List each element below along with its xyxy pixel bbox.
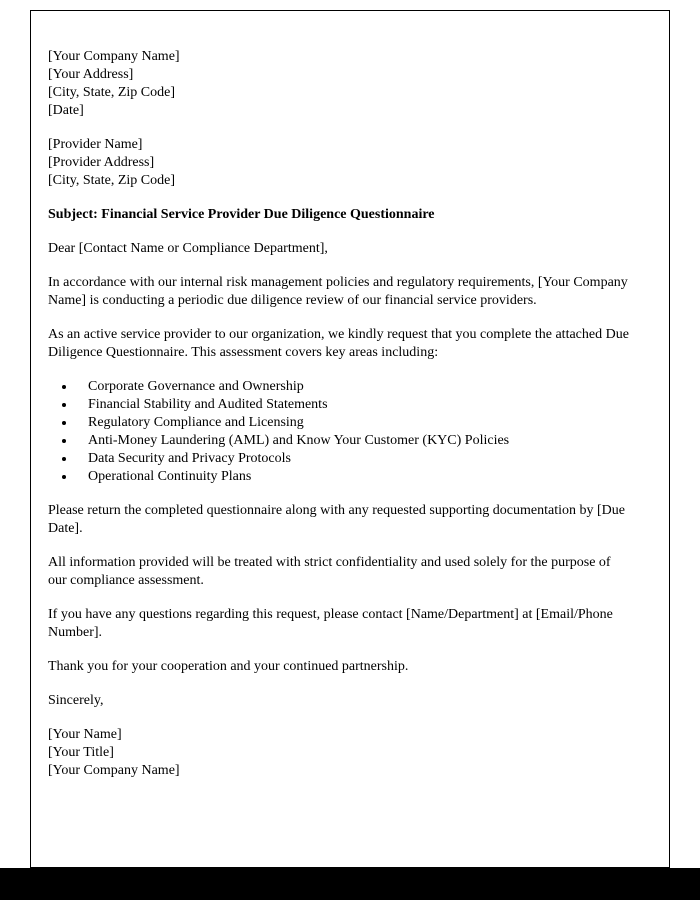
bullet-item-financial-stability: • Financial Stability and Audited Statements — [76, 396, 629, 414]
body-paragraph-2: As an active service provider to our organization, we kindly request that you complete the attached Due Diligence Questionnaire. This assessment covers key areas including: — [48, 327, 629, 360]
signature-title-line: [Your Title] — [48, 745, 114, 760]
sender-company-line: [Your Company Name] — [48, 49, 180, 64]
assessment-areas-list — [48, 378, 629, 486]
bullet-item-operational-continuity: • Operational Continuity Plans — [76, 468, 629, 486]
sender-city-line: [City, State, Zip Code] — [48, 85, 176, 100]
signature-company-line: [Your Company Name] — [48, 763, 180, 778]
letter-page — [30, 10, 670, 868]
recipient-address-line: [Provider Address] — [48, 155, 155, 170]
recipient-city-line: [City, State, Zip Code] — [48, 173, 176, 188]
closing-paragraph-confidentiality: All information provided will be treated with strict confidentiality and used solely for the purpose of our compliance assessment. — [48, 555, 611, 588]
closing-paragraph-return: Please return the completed questionnaire along with any requested supporting documentation by [Due Date]. — [48, 503, 625, 536]
signature-name-line: [Your Name] — [48, 727, 122, 742]
subject-line: Subject: Financial Service Provider Due Diligence Questionnaire — [48, 207, 435, 222]
body-paragraph-1: In accordance with our internal risk management policies and regulatory requirements, [Your Company Name] is conducting a periodic due diligence review of our financial service providers. — [48, 275, 628, 308]
closing-paragraph-contact: If you have any questions regarding this request, please contact [Name/Department] at [Email/Phone Number]. — [48, 607, 613, 640]
recipient-block — [48, 136, 629, 190]
signature-block — [48, 726, 629, 780]
bullet-item-aml-kyc: • Anti-Money Laundering (AML) and Know Your Customer (KYC) Policies — [76, 432, 629, 450]
recipient-name-line: [Provider Name] — [48, 137, 143, 152]
sender-block — [48, 48, 629, 120]
bullet-item-regulatory-compliance: • Regulatory Compliance and Licensing — [76, 414, 629, 432]
document-bottom-bar — [0, 868, 700, 900]
sign-off: Sincerely, — [48, 693, 104, 708]
bullet-item-data-security: • Data Security and Privacy Protocols — [76, 450, 629, 468]
sender-date-line: [Date] — [48, 103, 84, 118]
bullet-item-governance: • Corporate Governance and Ownership — [76, 378, 629, 396]
salutation: Dear [Contact Name or Compliance Department], — [48, 241, 328, 256]
closing-paragraph-thanks: Thank you for your cooperation and your continued partnership. — [48, 659, 409, 674]
sender-address-line: [Your Address] — [48, 67, 134, 82]
